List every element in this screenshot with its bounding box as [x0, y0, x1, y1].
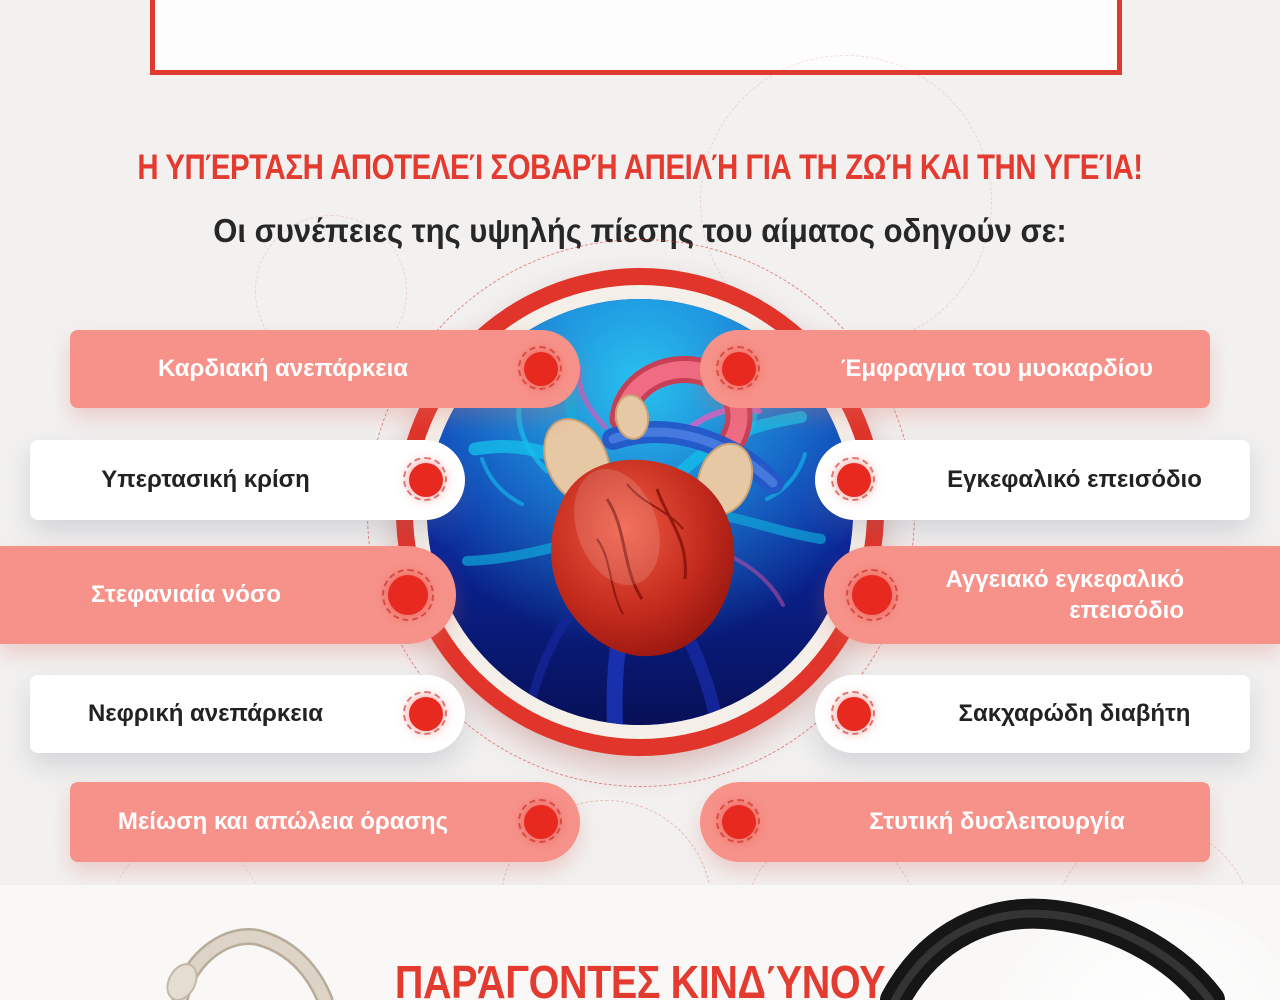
consequence-pill [70, 782, 580, 862]
page-title: Η ΥΠΈΡΤΑΣΗ ΑΠΟΤΕΛΕΊ ΣΟΒΑΡΉ ΑΠΕΙΛΉ ΓΙΑ ΤΗ ΖΩΉ ΚΑΙ ΤΗΝ ΥΓΕΊΑ! [137, 148, 1143, 187]
consequence-pill [700, 782, 1210, 862]
bullet-dot-icon [837, 697, 871, 731]
warning-note-box [150, 0, 1122, 75]
consequence-label: Εγκεφαλικό επεισόδιο [947, 466, 1202, 493]
consequence-label: Υπερτασική κρίση [101, 466, 310, 493]
bullet-dot-icon [388, 575, 428, 615]
consequence-label: Νεφρική ανεπάρκεια [87, 700, 324, 727]
bullet-dot-icon [852, 575, 892, 615]
consequence-pill [0, 546, 456, 644]
bullet-dot-icon [722, 805, 756, 839]
bullet-dot-icon [722, 352, 756, 386]
consequence-pill [70, 330, 580, 408]
consequence-pill [815, 440, 1250, 520]
consequence-label: Καρδιακή ανεπάρκεια [157, 355, 409, 382]
consequence-label: Σακχαρώδη διαβήτη [958, 700, 1191, 727]
consequence-label: Έμφραγμα του μυοκαρδίου [840, 355, 1154, 382]
bullet-dot-icon [524, 352, 558, 386]
next-section-title: ΠΑΡΆΓΟΝΤΕΣ ΚΙΝΔΎΝΟΥ [394, 956, 886, 1000]
consequence-label: Μείωση και απώλεια όρασης [117, 808, 449, 835]
consequence-pill [30, 440, 465, 520]
consequence-pill [30, 675, 465, 753]
consequence-pill [700, 330, 1210, 408]
section-subtitle: Οι συνέπειες της υψηλής πίεσης του αίματος οδηγούν σε: [213, 212, 1067, 249]
consequence-label: Αγγειακό εγκεφαλικό επεισόδιο [945, 566, 1184, 624]
consequence-pill [824, 546, 1280, 644]
bullet-dot-icon [409, 463, 443, 497]
consequence-label: Στεφανιαία νόσο [91, 581, 281, 608]
consequence-pill [815, 675, 1250, 753]
consequence-label: Στυτική δυσλειτουργία [869, 808, 1125, 835]
bullet-dot-icon [837, 463, 871, 497]
bullet-dot-icon [524, 805, 558, 839]
bullet-dot-icon [409, 697, 443, 731]
